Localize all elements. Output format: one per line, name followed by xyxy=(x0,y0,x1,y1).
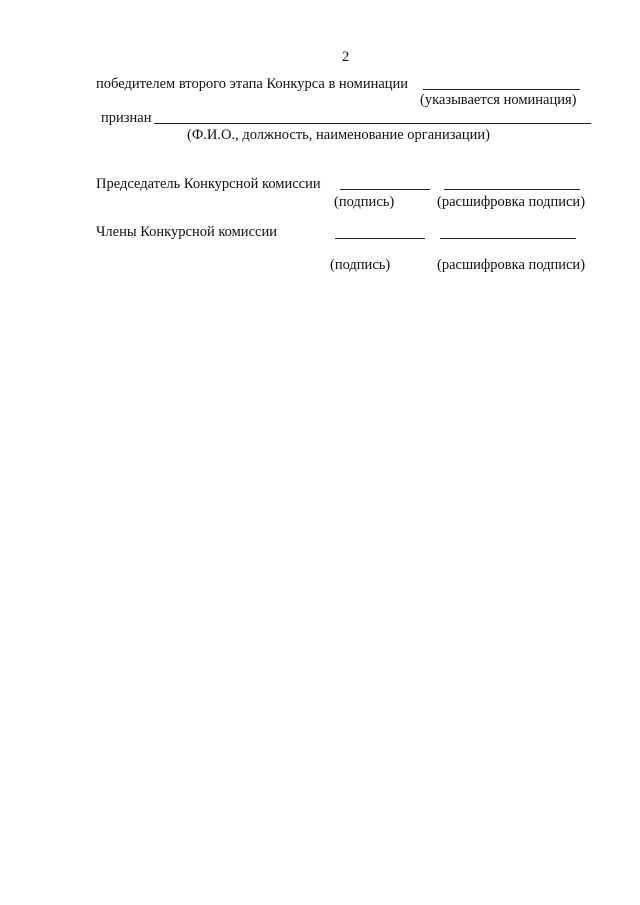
chairman-decoding-line xyxy=(444,189,580,190)
members-signature-hint: (подпись) xyxy=(330,257,391,273)
chairman-decoding-hint: (расшифровка подписи) xyxy=(437,194,586,210)
recognized-label: признан xyxy=(101,110,152,126)
members-decoding-hint: (расшифровка подписи) xyxy=(437,257,586,273)
chairman-signature-hint: (подпись) xyxy=(334,194,395,210)
nomination-blank-line xyxy=(423,89,580,90)
page-number: 2 xyxy=(342,49,350,65)
members-signature-line xyxy=(335,238,425,239)
chairman-label: Председатель Конкурсной комиссии xyxy=(96,176,321,192)
recognized-hint: (Ф.И.О., должность, наименование организации) xyxy=(187,127,490,143)
members-decoding-line xyxy=(440,238,576,239)
members-label: Члены Конкурсной комиссии xyxy=(96,224,277,240)
recognized-blank-line xyxy=(154,123,591,124)
chairman-signature-line xyxy=(340,189,430,190)
nomination-hint: (указывается номинация) xyxy=(420,92,577,108)
winner-nomination-text: победителем второго этапа Конкурса в номинации xyxy=(96,76,409,92)
